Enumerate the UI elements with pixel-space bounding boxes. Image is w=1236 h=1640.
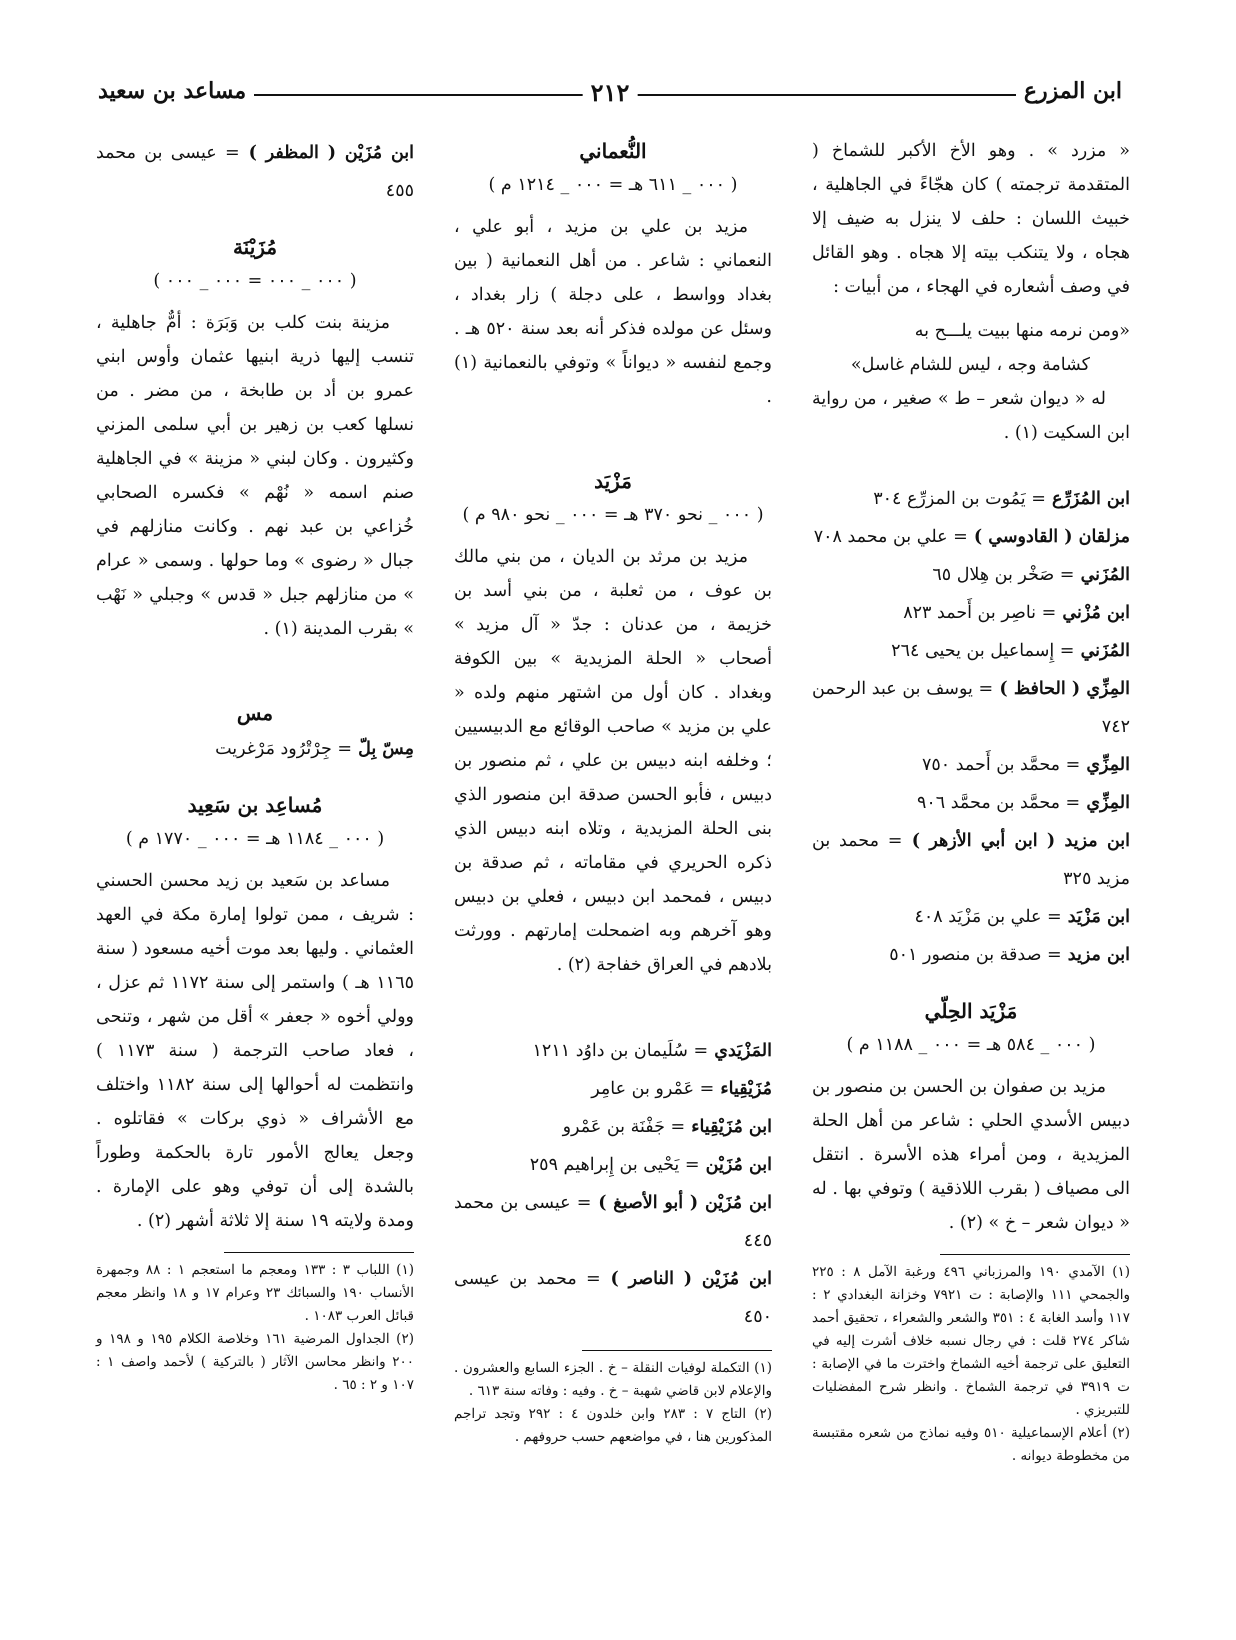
footnote: (١) التكملة لوفيات النقلة – خ . الجزء السابع والعشرون . والإعلام لابن قاضي شهبة – خ . وفيه : وفاته سنة ٦١٣ . [454,1360,772,1399]
footnote: (٢) الجداول المرضية ١٦١ وخلاصة الكلام ١٩٥ و ١٩٨ و ٢٠٠ وانظر محاسن الآثار ( بالتركية ) لأحمد واصف ١ : ١٠٧ و ٢ : ٦٥ . [96,1331,414,1393]
entry-text: مزيد بن مرثد بن الديان ، من بني مالك بن عوف ، من ثعلبة ، من بني أسد بن خزيمة ، من عدنان : جدّ « آل مزيد » أصحاب « الحلة المزيدية » بين الكوفة وبغداد . كان أول من اشتهر منهم ولده « علي بن مزيد » صاحب الوقائع مع الدبيسيين ؛ وخلفه ابنه دبيس بن علي ، ثم منصور بن دبيس ، فأبو الحسن صدقة ابن منصور الذي بنى الحلة المزيدية ، وتلاه ابنه دبيس الذي ذكره الحريري في مقاماته ، ثم صدقة بن دبيس ، فمحمد ابن دبيس ، فعلي بن دبيس وهو آخرهم وبه اضمحلت إمارتهم . وورثت بلادهم في العراق خفاجة (٢) . [454,547,772,975]
footnote: (١) الآمدي ١٩٠ والمرزباني ٤٩٦ ورغبة الآمل ٨ : ٢٢٥ والجمحي ١١١ والإصابة : ت ٧٩٢١ وخزانة البغدادي ٢ : ١١٧ وأسد الغابة ٤ : ٣٥١ والشعر والشعراء ، تحقيق أحمد شاكر ٢٧٤ قلت : في رجال نسبه خلاف أشرت إليه في التعليق على ترجمة أخيه الشماخ واخترت ما في الإصابة : ت ٣٩١٩ في ترجمة الشماخ . وانظر شرح المفضليات للتبريزي . [812,1264,1131,1418]
column-middle [454,134,772,1449]
cross-reference: ابن مُزَيْن = يَحْيى بن إِبراهيم ٢٥٩ [529,1155,772,1175]
entry-text: « مزرد » . وهو الأخ الأكبر للشماخ ( المتقدمة ترجمته ) كان هجّاءً في الجاهلية ، خبيث اللسان : حلف لا ينزل به ضيف إلا هجاه ، ولا يتنكب بيته إلا هجاه . وهو القائل في وصف أشعاره في الهجاء ، من أبيات : [812,141,1130,297]
column-right [812,134,1130,1468]
verse-line: كشامة وجه ، ليس للشام غاسل» [850,355,1090,375]
entry-title: مُزَيْنَة [232,235,278,259]
cross-reference: مزلقان ( القادوسي ) = علي بن محمد ٧٠٨ [813,527,1130,547]
cross-reference: ابن المُزَرِّع = يَمُوت بن المزرِّع ٣٠٤ [873,489,1130,509]
entry-text: مزيد بن صفوان بن الحسن بن منصور بن دبيس الأسدي الحلي : شاعر من أهل الحلة المزيدية ، ومن أمراء هذه الأسرة . انتقل الى مصياف ( بقرب اللاذقية ) وتوفي بها . له « ديوان شعر – خ » (٢) . [812,1077,1130,1233]
entry-title: النُّعماني [579,139,647,163]
cross-reference: ابن مُزْني = ناصِر بن أَحمد ٨٢٣ [903,603,1130,623]
cross-reference: المُزَني = إِسماعيل بن يحيى ٢٦٤ [891,641,1130,661]
entry-title: مَزْيَد الحِلّي [924,999,1018,1023]
entry-title: مُساعِد بن سَعِيد [187,793,323,817]
cross-reference: مُزَيْقِياء = عَمْرو بن عامِر [591,1079,772,1099]
cross-reference: ابن مُزَيْن ( المظفر ) = عيسى بن محمد ٤٥٥ [96,143,414,201]
footnote-rule [582,1350,772,1351]
entry-text: له « ديوان شعر – ط » صغير ، من رواية ابن السكيت (١) . [812,389,1130,443]
entry-text: مزينة بنت كلب بن وَبَرَة : أمٌّ جاهلية ، تنسب إليها ذرية ابنيها عثمان وأوس ابني عمرو بن أد بن طابخة ، من مضر . من نسلها كعب بن زهير بن أبي سلمى المزني وكثيرون . وكان لبني « مزينة » في الجاهلية صنم اسمه « نُهْم » فكسره الصحابي خُزاعي بن عبد نهم . وكانت منازلهم في جبال « رضوى » وما حولها . وسمى « عرام » من منازلهم جبل « قدس » وجبلي « نَهْب » بقرب المدينة (١) . [96,313,414,639]
cross-reference: المُزَني = صَخْر بن هِلال ٦٥ [932,565,1130,585]
cross-reference: ابن مَزْيَد = علي بن مَزْيَد ٤٠٨ [914,907,1130,927]
page-header [90,78,1130,118]
cross-reference: المِزِّي = محمَّد بن أَحمد ٧٥٠ [921,755,1130,775]
cross-reference: المِزِّي = محمَّد بن محمَّد ٩٠٦ [916,793,1130,813]
cross-reference: ابن مُزَيْن ( أبو الأصبغ ) = عيسى بن محمد ٤٤٥ [454,1193,773,1251]
cross-reference: ابن مزيد = صدقة بن منصور ٥٠١ [889,945,1130,965]
entry-dates: ( ٠٠٠ _ نحو ٣٧٠ هـ = ٠٠٠ _ نحو ٩٨٠ م ) [462,505,764,525]
cross-reference: ابن مزيد ( ابن أبي الأزهر ) = محمد بن مزيد ٣٢٥ [812,831,1131,889]
cross-reference: ابن مُزَيْقِياء = جَفْنَة بن عَمْرو [562,1117,772,1137]
cross-reference: مِسّ بِلّ = جِرْتْرُود مَرْغريت [215,739,414,759]
entry-dates: ( ٠٠٠ _ ٠٠٠ = ٠٠٠ _ ٠٠٠ ) [153,271,357,291]
column-left [96,134,414,1397]
verse-line: «ومن نرمه منها ببيت يلـــح به [914,321,1130,341]
section-letter-heading: مس [236,701,274,725]
cross-reference: المَزْيَدي = سُلَيمان بن داوُد ١٢١١ [532,1041,772,1061]
footnote-rule [224,1252,414,1253]
entry-dates: ( ٠٠٠ _ ١١٨٤ هـ = ٠٠٠ _ ١٧٧٠ م ) [125,829,385,849]
footnote: (٢) أعلام الإسماعيلية ٥١٠ وفيه نماذج من شعره مقتبسة من مخطوطة ديوانه . [812,1425,1130,1464]
entry-text: مزيد بن علي بن مزيد ، أبو علي ، النعماني : شاعر . من أهل النعمانية ( بين بغداد وواسط ، على دجلة ) زار بغداد ، وسئل عن مولده فذكر أنه بعد سنة ٥٢٠ هـ . وجمع لنفسه « ديواناً » وتوفي بالنعمانية (١) . [454,217,772,407]
footnote-rule [940,1254,1130,1255]
entry-title: مَزْيَد [594,469,632,493]
entry-dates: ( ٠٠٠ _ ٥٨٤ هـ = ٠٠٠ _ ١١٨٨ م ) [846,1035,1096,1055]
cross-reference: المِزِّي ( الحافظ ) = يوسف بن عبد الرحمن ٧٤٢ [812,679,1131,737]
cross-reference: ابن مُزَيْن ( الناصر ) = محمد بن عيسى ٤٥٠ [454,1269,773,1327]
footnote: (٢) التاج ٧ : ٢٨٣ وابن خلدون ٤ : ٢٩٢ وتجد تراجم المذكورين هنا ، في مواضعهم حسب حروفهم . [454,1406,773,1445]
entry-text: مساعد بن سَعيد بن زيد محسن الحسني : شريف ، ممن تولوا إمارة مكة في العهد العثماني . وليها بعد موت أخيه مسعود ( سنة ١١٦٥ هـ ) واستمر إلى سنة ١١٧٢ ثم عزل ، وولي أخوه « جعفر » أقل من شهر ، وتنحى ، فعاد صاحب الترجمة ( سنة ١١٧٣ ) وانتظمت له أحوالها إلى سنة ١١٨٢ واختلف مع الأشراف « ذوي بركات » فقاتلوه . وجعل يعالج الأمور تارة بالحكمة وطوراً بالشدة إلى أن توفي وهو على الإمارة . ومدة ولايته ١٩ سنة إلا ثلاثة أشهر (٢) . [96,871,414,1231]
header-left-title: مساعد بن سعيد [90,78,254,104]
header-right-title: ابن المزرع [1016,78,1130,104]
footnote: (١) اللباب ٣ : ١٣٣ ومعجم ما استعجم ١ : ٨٨ وجمهرة الأنساب ١٩٠ والسبائك ٢٣ وعرام ١٧ و ١٨ وانظر معجم قبائل العرب ١٠٨٣ . [96,1262,414,1324]
page-number: ٢١٢ [583,78,638,107]
entry-dates: ( ٠٠٠ _ ٦١١ هـ = ٠٠٠ _ ١٢١٤ م ) [488,175,738,195]
